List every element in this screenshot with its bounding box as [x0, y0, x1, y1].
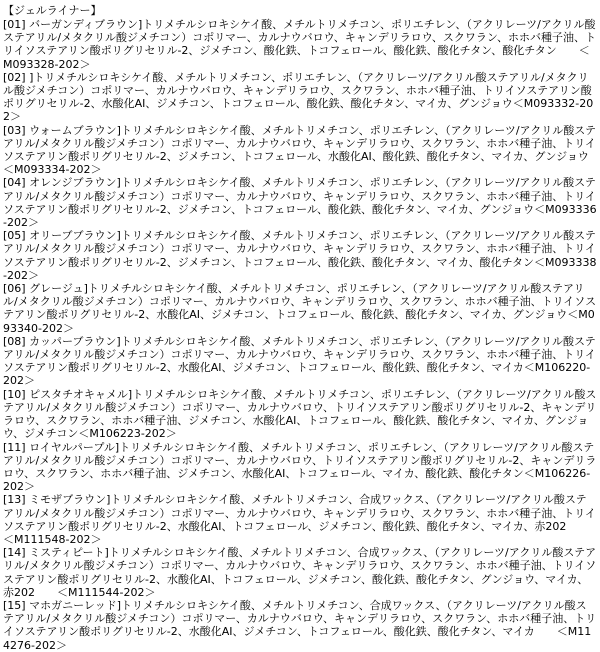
entry-text: [06] グレージュ]トリメチルシロキシケイ酸、メチルトリメチコン、ポリエチレン、（アクリレーツ/アクリル酸ステアリル/メタクリル酸ジメチコン）コポリマー、カルナウバロウ、キャンデリラロウ、スクワラン、ホホバ種子油、トリイソステアリン酸ポリグリセリル-2、水酸化AI、ジメチコン、トコフェロール、酸化鉄、酸化チタン、マイカ、グンジョウ＜M093340-202＞ [3, 282, 597, 335]
entry-text: [14] ミスティピート]トリメチルシロキシケイ酸、メチルトリメチコン、合成ワックス、（アクリレーツ/アクリル酸ステアリル/メタクリル酸ジメチコン）コポリマー、カルナウバロウ、キャンデリラロウ、スクワラン、ホホバ種子油、トリイソステアリン酸ポリグリセリル-2、水酸化AI、トコフェロール、ジメチコン、酸化鉄、酸化チタン、グンジョウ、マイカ、赤202 ＜M111544-202＞ [3, 546, 597, 599]
list-item [3, 229, 597, 282]
entry-text: [04] オレンジブラウン]トリメチルシロキシケイ酸、メチルトリメチコン、ポリエチレン、（アクリレーツ/アクリル酸ステアリル/メタクリル酸ジメチコン）コポリマー、カルナウバロウ、キャンデリラロウ、スクワラン、ホホバ種子油、トリイソステアリン酸ポリグリセリル-2、ジメチコン、トコフェロール、酸化鉄、酸化チタン、マイカ、グンジョウ＜M093336-202＞ [3, 176, 597, 230]
entry-text: [02] ]トリメチルシロキシケイ酸、メチルトリメチコン、ポリエチレン、（アクリレーツ/アクリル酸ステアリル/メタクリル酸ジメチコン）コポリマー、カルナウバロウ、キャンデリラロウ、スクワラン、ホホバ種子油、トリイソステアリン酸ポリグリセリル-2、水酸化AI、ジメチコン、トコフェロール、酸化鉄、酸化チタン、マイカ、グンジョウ＜M093332-202＞ [3, 70, 594, 124]
list-item [3, 71, 597, 124]
list-item [3, 124, 597, 177]
entry-text: [03] ウォームブラウン]トリメチルシロキシケイ酸、メチルトリメチコン、ポリエチレン、（アクリレーツ/アクリル酸ステアリル/メタクリル酸ジメチコン）コポリマー、カルナウバロウ、キャンデリラロウ、スクワラン、ホホバ種子油、トリイソステアリン酸ポリグリセリル-2、ジメチコン、トコフェロール、水酸化AI、酸化鉄、酸化チタン、マイカ、グンジョウ＜M093334-202＞ [3, 123, 596, 177]
entry-text: [10] ピスタチオキャメル]トリメチルシロキシケイ酸、メチルトリメチコン、ポリエチレン、（アクリレーツ/アクリル酸ステアリル/メタクリル酸ジメチコン）コポリマー、カルナウバロウ、トリイソステアリン酸ポリグリセリル-2、キャンデリラロウ、スクワラン、ホホバ種子油、ジメチコン、水酸化AI、トコフェロール、酸化鉄、酸化チタン、マイカ、グンジョウ、ジメチコン＜M106223-202＞ [3, 387, 597, 441]
entry-text: [08] カッパーブラウン]トリメチルシロキシケイ酸、メチルトリメチコン、ポリエチレン、（アクリレーツ/アクリル酸ステアリル/メタクリル酸ジメチコン）コポリマー、カルナウバロウ、キャンデリラロウ、スクワラン、ホホバ種子油、トリイソステアリン酸ポリグリセリル-2、水酸化AI、ジメチコン、トコフェロール、酸化鉄、酸化チタン、マイカ＜M106220-202＞ [3, 334, 596, 388]
list-item [3, 176, 597, 229]
list-item [3, 441, 597, 494]
entry-text: [01] バーガンディブラウン]トリメチルシロキシケイ酸、メチルトリメチコン、ポリエチレン、（アクリレーツ/アクリル酸ステアリル/メタクリル酸ジメチコン）コポリマー、カルナウバロウ、キャンデリラロウ、スクワラン、ホホバ種子油、トリイソステアリン酸ポリグリセリル-2、ジメチコン、酸化鉄、トコフェロール、酸化鉄、酸化チタン、酸化チタン ＜M093328-202＞ [3, 18, 596, 71]
entry-text: [11] ロイヤルパープル]トリメチルシロキシケイ酸、メチルトリメチコン、ポリエチレン、（アクリレーツ/アクリル酸ステアリル/メタクリル酸ジメチコン）コポリマー、カルナウバロウ、トリイソステアリン酸ポリグリセリル-2、キャンデリラロウ、スクワラン、ホホバ種子油、ジメチコン、水酸化AI、トコフェロール、マイカ、酸化鉄、酸化チタン＜M106226-202＞ [3, 440, 597, 494]
list-item [3, 546, 597, 599]
page-title: 【ジェルライナー】 [3, 4, 102, 17]
entry-text: [15] マホガニーレッド]トリメチルシロキシケイ酸、メチルトリメチコン、合成ワックス、（アクリレーツ/アクリル酸ステアリル/メタクリル酸ジメチコン）コポリマー、カルナウバロウ、キャンデリラロウ、スクワラン、ホホバ種子油、トリイソステアリン酸ポリグリセリル-2、水酸化AI、ジメチコン、トコフェロール、酸化鉄、酸化チタン、マイカ ＜M114276-202＞ [3, 598, 597, 652]
list-item [3, 599, 597, 652]
list-item [3, 335, 597, 388]
list-item [3, 18, 597, 71]
list-item [3, 493, 597, 546]
entry-text: [05] オリーブブラウン]トリメチルシロキシケイ酸、メチルトリメチコン、ポリエチレン、（アクリレーツ/アクリル酸ステアリル/メタクリル酸ジメチコン）コポリマー、カルナウバロウ、キャンデリラロウ、スクワラン、ホホバ種子油、トリイソステアリン酸ポリグリセリル-2、ジメチコン、トコフェロール、酸化鉄、酸化チタン、マイカ、酸化チタン＜M093338-202＞ [3, 229, 597, 282]
list-item [3, 388, 597, 441]
entry-text: [13] ミモザブラウン]トリメチルシロキシケイ酸、メチルトリメチコン、合成ワックス、（アクリレーツ/アクリル酸ステアリル/メタクリル酸ジメチコン）コポリマー、カルナウバロウ、キャンデリラロウ、スクワラン、ホホバ種子油、トリイソステアリン酸ポリグリセリル-2、水酸化AI、トコフェロール、ジメチコン、酸化鉄、酸化チタン、マイカ、赤202 ＜M111548-202＞ [3, 493, 596, 546]
list-item [3, 282, 597, 335]
